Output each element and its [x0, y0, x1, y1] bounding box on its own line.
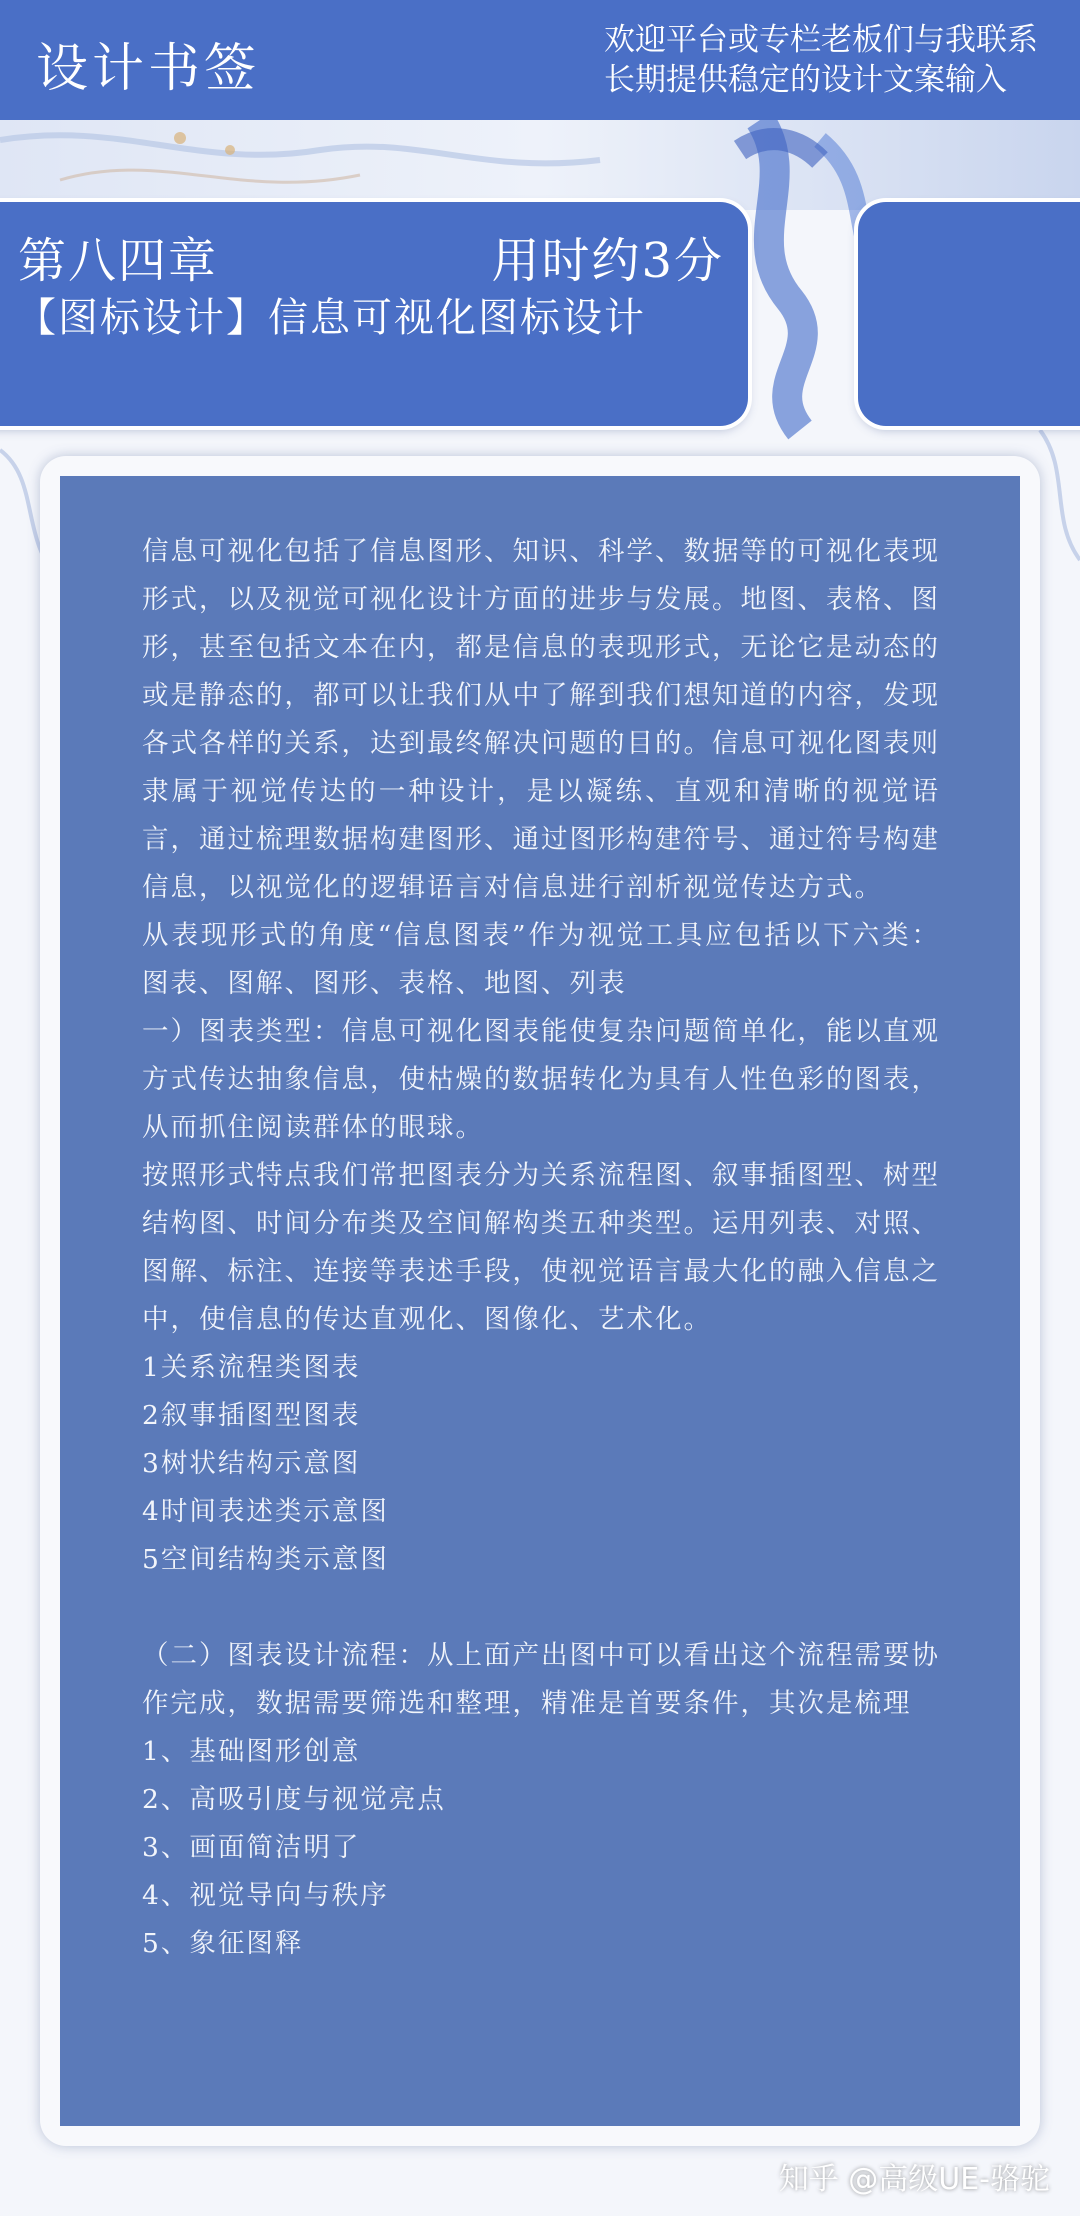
body-paragraph: 按照形式特点我们常把图表分为关系流程图、叙事插图型、树型结构图、时间分布类及空间解构类五种类型。运用列表、对照、图解、标注、连接等表述手段，使视觉语言最大化的融入信息之中，使信息的传达直观化、图像化、艺术化。 — [142, 1160, 940, 1335]
list-item: 2、高吸引度与视觉亮点 — [142, 1784, 446, 1815]
list-item: 4、视觉导向与秩序 — [142, 1880, 389, 1911]
side-decor-card — [858, 202, 1080, 426]
list-item: 2叙事插图型图表 — [142, 1400, 361, 1431]
body-paragraph: （二）图表设计流程：从上面产出图中可以看出这个流程需要协作完成，数据需要筛选和整理，精准是首要条件，其次是梳理 — [142, 1640, 940, 1719]
top-banner — [0, 0, 1080, 120]
spacer — [142, 1584, 940, 1632]
brand-title: 设计书签 — [36, 39, 261, 99]
chapter-card — [0, 202, 748, 426]
list-item: 3树状结构示意图 — [142, 1448, 361, 1479]
list-item: 3、画面简洁明了 — [142, 1832, 361, 1863]
body-paragraph: 一）图表类型：信息可视化图表能使复杂问题简单化，能以直观方式传达抽象信息，使枯燥的数据转化为具有人性色彩的图表，从而抓住阅读群体的眼球。 — [142, 1016, 940, 1143]
article-body — [60, 476, 1020, 2126]
list-item: 5、象征图释 — [142, 1928, 304, 1959]
contact-tagline — [604, 20, 1038, 100]
article-frame — [40, 456, 1040, 2146]
list-item: 1、基础图形创意 — [142, 1736, 361, 1767]
chapter-number: 第八四章 — [18, 233, 219, 289]
zhihu-watermark: 知乎 @高级UE-骆驼 — [778, 2162, 1050, 2197]
list-item: 4时间表述类示意图 — [142, 1496, 389, 1527]
read-time: 用时约3分 — [491, 233, 724, 289]
list-item: 5空间结构类示意图 — [142, 1544, 389, 1575]
tagline-line: 欢迎平台或专栏老板们与我联系 — [604, 22, 1038, 58]
list-item: 1关系流程类图表 — [142, 1352, 361, 1383]
tagline-line: 长期提供稳定的设计文案输入 — [604, 62, 1007, 98]
body-paragraph: 信息可视化包括了信息图形、知识、科学、数据等的可视化表现形式，以及视觉可视化设计方面的进步与发展。地图、表格、图形，甚至包括文本在内，都是信息的表现形式，无论它是动态的或是静态的，都可以让我们从中了解到我们想知道的内容，发现各式各样的关系，达到最终解决问题的目的。信息可视化图表则隶属于视觉传达的一种设计，是以凝练、直观和清晰的视觉语言，通过梳理数据构建图形、通过图形构建符号、通过符号构建信息，以视觉化的逻辑语言对信息进行剖析视觉传达方式。 — [142, 536, 940, 903]
chapter-subtitle: 【图标设计】信息可视化图标设计 — [16, 295, 646, 341]
body-paragraph: 从表现形式的角度“信息图表”作为视觉工具应包括以下六类：图表、图解、图形、表格、地图、列表 — [142, 920, 940, 999]
